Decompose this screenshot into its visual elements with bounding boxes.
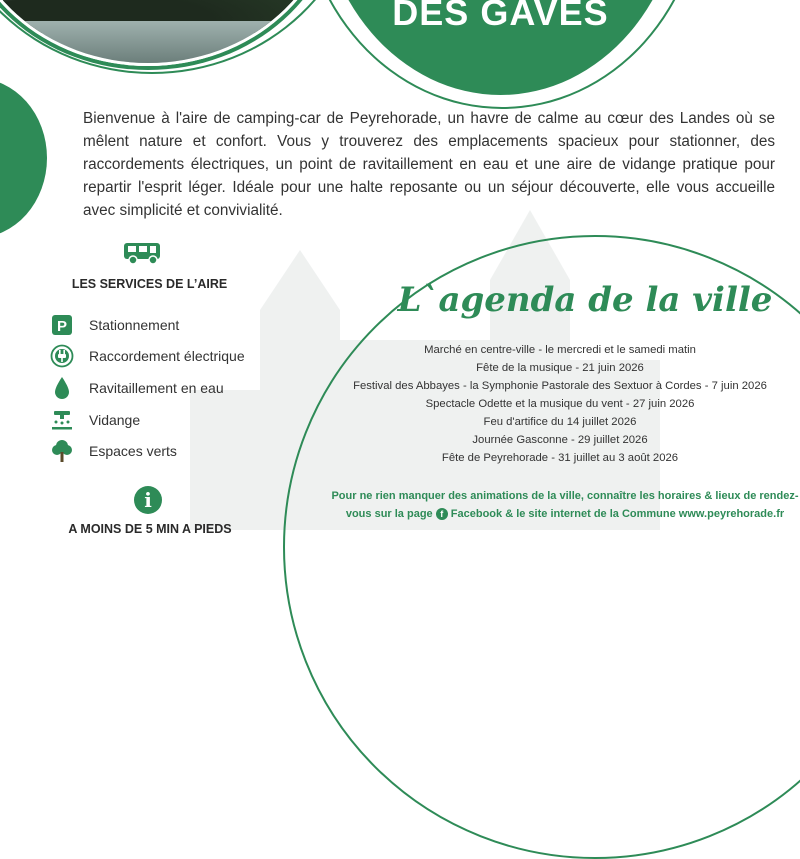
services-list — [48, 309, 245, 467]
agenda-events-list — [320, 341, 800, 467]
service-label: Vidange — [89, 411, 141, 428]
agenda-event: Spectacle Odette et la musique du vent - 27 juin 2026 — [425, 398, 695, 410]
tree-icon — [48, 438, 76, 464]
service-label: Ravitaillement en eau — [89, 379, 224, 396]
services-title: LES SERVICES DE L’AIRE — [71, 277, 228, 291]
intro-paragraph: Bienvenue à l'aire de camping-car de Peyrehorade, un havre de calme au cœur des Landes où se mêlent nature et confort. Vous y trouverez des emplacements spacieux pour stationner, des raccordements électriques, un point de ravitaillement en eau et une aire de vidange pratique pour repartir l'esprit léger. Idéale pour une halte reposante ou un séjour découverte, elle vous accueille avec simplicité et convivialité. — [83, 110, 775, 219]
electric-plug-icon — [48, 343, 76, 369]
agenda-footer-note — [330, 487, 800, 523]
agenda-event: Journée Gasconne - 29 juillet 2026 — [472, 434, 648, 446]
parking-icon — [48, 312, 76, 338]
river-photo — [0, 0, 336, 66]
service-item-water — [48, 372, 245, 404]
service-item-drain — [48, 404, 245, 436]
facebook-link[interactable]: Facebook — [450, 508, 503, 520]
service-item-parking — [48, 309, 245, 341]
service-item-green — [48, 435, 245, 467]
distance-note: A MOINS DE 5 MIN A PIEDS — [68, 522, 232, 536]
agenda-event: Feu d'artifice du 14 juillet 2026 — [483, 416, 637, 428]
agenda-title: L`agenda de la ville — [397, 280, 773, 320]
service-label: Stationnement — [89, 316, 180, 333]
service-item-electric — [48, 341, 245, 373]
page-title: DES GAVES — [392, 0, 609, 33]
footer-text-2: & le site internet de la Commune www.peyrehorade.fr — [505, 508, 785, 520]
service-label: Raccordement électrique — [89, 348, 245, 365]
svg-text:P: P — [56, 317, 68, 335]
drain-icon — [48, 407, 76, 433]
agenda-event: Marché en centre-ville - le mercredi et le samedi matin — [424, 344, 696, 356]
camping-car-icon — [122, 240, 164, 271]
agenda-event: Fête de Peyrehorade - 31 juillet au 3 août 2026 — [441, 452, 679, 464]
decorative-side-circle — [0, 78, 47, 238]
service-label: Espaces verts — [89, 443, 177, 460]
water-drop-icon — [48, 375, 76, 401]
info-icon: i — [134, 486, 162, 514]
footer-text-1: Pour ne rien manquer des animations de la ville, connaître les horaires & lieux de rendez-vous sur la page — [331, 490, 799, 520]
agenda-event: Festival des Abbayes - la Symphonie Pastorale des Sextuor à Cordes - 7 juin 2026 — [353, 380, 767, 392]
agenda-event: Fête de la musique - 21 juin 2026 — [476, 362, 644, 374]
facebook-icon: f — [436, 508, 448, 520]
